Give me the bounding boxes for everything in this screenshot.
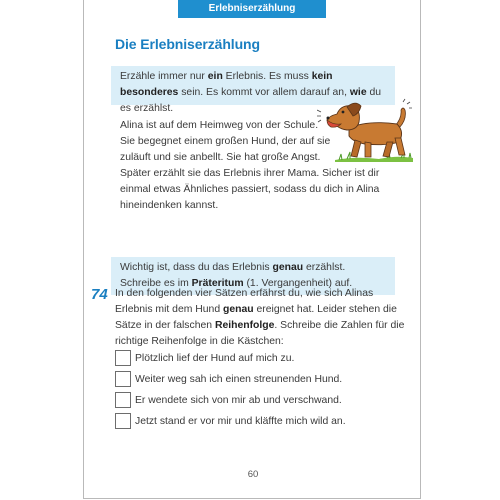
info-bold-text: Präteritum [191, 278, 244, 289]
info-text: du es erzählst. [120, 87, 382, 114]
info-bold-text: wie [349, 87, 367, 98]
sentence-text: Plötzlich lief der Hund auf mich zu. [135, 353, 295, 364]
info-text: Wichtig ist, dass du das Erlebnis [120, 262, 273, 273]
task-text: In den folgenden vier Sätzen erfährst du, wie sich Alinas Erlebnis mit dem Hund [115, 288, 374, 315]
story-line: zuläuft und sie anbellt. Sie hat große Angst. [120, 152, 321, 163]
info-text: Erlebnis. Es muss [222, 71, 312, 82]
exercise-instructions [115, 286, 405, 350]
sentence-text: Weiter weg sah ich einen streunenden Hund. [135, 374, 343, 385]
task-bold-text: Reihenfolge [214, 320, 275, 331]
order-number-box[interactable] [115, 392, 131, 408]
page-number: 60 [247, 469, 259, 480]
task-bold-text: genau [223, 304, 254, 315]
info-text: Erzähle immer nur [120, 71, 208, 82]
sentence-text: Jetzt stand er vor mir und kläffte mich wild an. [135, 416, 346, 427]
story-paragraph [120, 118, 380, 214]
info-text: sein. Es kommt vor allem darauf an, [178, 87, 350, 98]
info-text: (1. Vergangenheit) auf. [243, 278, 353, 289]
story-line: Sie begegnet einem großen Hund, der auf sie [120, 136, 331, 147]
order-number-box[interactable] [115, 413, 131, 429]
order-number-box[interactable] [115, 371, 131, 387]
story-line: Später erzählt sie das Erlebnis ihrer Mama. Sicher ist dir [120, 168, 380, 179]
sentence-text: Er wendete sich von mir ab und verschwand. [135, 395, 342, 406]
workbook-page [83, 0, 421, 499]
info-bold-text: genau [272, 262, 304, 273]
info-bold-text: kein besonderes [120, 71, 333, 98]
task-text: . Schreibe die Zahlen für die richtige Reihenfolge in die Kästchen: [115, 320, 405, 347]
exercise-number: 74 [91, 286, 108, 303]
task-text: ereignet hat. Leider stehen die Sätze in der falschen [115, 304, 397, 331]
story-line: Alina ist auf dem Heimweg von der Schule. [120, 120, 319, 131]
barking-dog-illustration [317, 98, 417, 164]
section-title: Die Erlebniserzählung [115, 36, 260, 52]
chapter-header: Erlebniserzählung [178, 0, 326, 18]
story-line: einmal etwas Ähnliches passiert, sodass du dich in Alina [120, 184, 380, 195]
info-bold-text: ein [207, 71, 223, 82]
info-text: erzählst. [303, 262, 346, 273]
order-number-box[interactable] [115, 350, 131, 366]
info-text: Schreibe es im [120, 278, 192, 289]
story-line: hineindenken kannst. [120, 200, 219, 211]
